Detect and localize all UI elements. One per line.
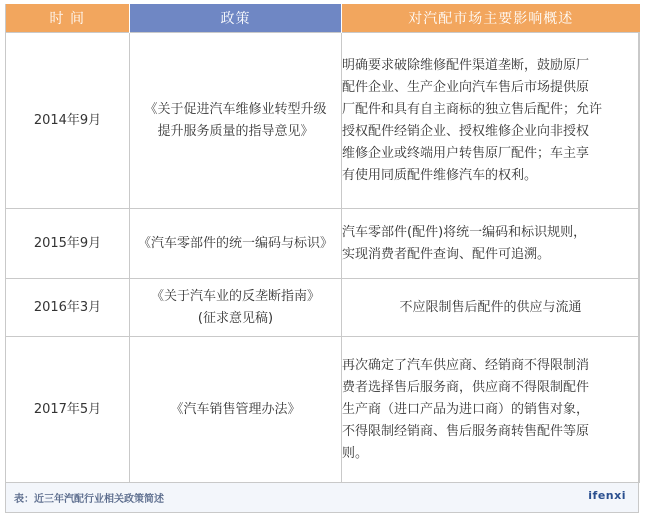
- row-policy: [130, 209, 342, 279]
- row-impact: [342, 337, 640, 483]
- impact-line: 费者选择售后服务商，供应商不得限制配件: [342, 379, 590, 395]
- policy-line: 《汽车销售管理办法》: [170, 401, 301, 417]
- policy-line: 提升服务质量的指导意见》: [157, 123, 314, 139]
- row-time: 2017年5月: [6, 337, 130, 483]
- policy-line: (征求意见稿): [197, 310, 274, 326]
- header-time: 时 间: [6, 4, 130, 33]
- table-row: [6, 209, 640, 279]
- brand-logo: ifenxi: [588, 489, 626, 502]
- row-time: 2014年9月: [6, 33, 130, 209]
- impact-line: 明确要求破除维修配件渠道垄断，鼓励原厂: [342, 57, 590, 73]
- table-row: [6, 337, 640, 483]
- policy-line: 《汽车零部件的统一编码与标识》: [137, 235, 333, 251]
- table-footer: [5, 483, 639, 513]
- table-caption: 表：近三年汽配行业相关政策简述: [14, 494, 164, 505]
- policy-line: 《关于促进汽车维修业转型升级: [144, 101, 327, 117]
- row-impact: [342, 279, 640, 337]
- row-time: 2015年9月: [6, 209, 130, 279]
- impact-line: 不得限制经销商、售后服务商转售配件等原: [342, 423, 590, 439]
- header-policy: 政策: [130, 4, 342, 33]
- impact-line: 厂配件和具有自主商标的独立售后配件；允许: [342, 101, 603, 117]
- impact-line: 生产商（进口产品为进口商）的销售对象，: [342, 401, 590, 417]
- table-header-row: [6, 4, 640, 33]
- impact-line: 则。: [342, 445, 369, 461]
- impact-line: 实现消费者配件查询、配件可追溯。: [342, 246, 551, 262]
- impact-line: 再次确定了汽车供应商、经销商不得限制消: [342, 357, 590, 373]
- policy-table: [5, 4, 640, 483]
- row-time: 2016年3月: [6, 279, 130, 337]
- impact-line: 不应限制售后配件的供应与流通: [399, 299, 582, 315]
- row-impact: [342, 209, 640, 279]
- header-impact: 对汽配市场主要影响概述: [342, 4, 640, 33]
- row-impact: [342, 33, 640, 209]
- impact-line: 有使用同质配件维修汽车的权利。: [342, 167, 538, 183]
- row-policy: [130, 33, 342, 209]
- table-row: [6, 33, 640, 209]
- table-row: [6, 279, 640, 337]
- policy-line: 《关于汽车业的反垄断指南》: [150, 288, 320, 304]
- impact-line: 授权配件经销企业、授权维修企业向非授权: [342, 123, 590, 139]
- impact-line: 维修企业或终端用户转售原厂配件；车主享: [342, 145, 590, 161]
- impact-line: 汽车零部件(配件)将统一编码和标识规则，: [342, 224, 587, 240]
- row-policy: [130, 337, 342, 483]
- row-policy: [130, 279, 342, 337]
- impact-line: 配件企业、生产企业向汽车售后市场提供原: [342, 79, 590, 95]
